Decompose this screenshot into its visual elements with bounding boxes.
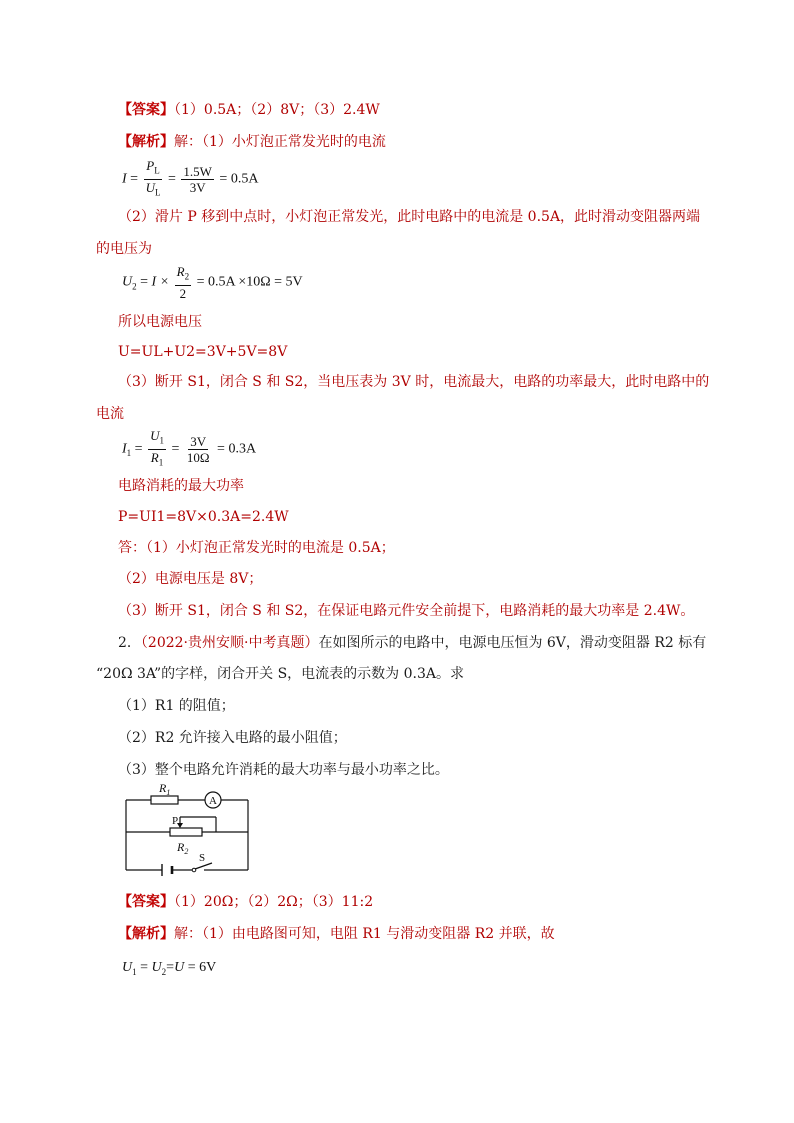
question-sub-1: （1）R1 的阻值；: [118, 698, 235, 714]
question-2-line1: [118, 634, 706, 652]
analysis-p2-line1: （2）滑片 P 移到中点时，小灯泡正常发光，此时电路中的电流是 0.5A，此时滑动变阻器两端: [118, 209, 701, 225]
analysis-2-label: 【解析】: [118, 926, 174, 942]
analysis-p3-line2: 电流: [96, 406, 124, 422]
answer-2-label: 【答案】: [118, 894, 174, 910]
svg-text:S: S: [199, 852, 206, 864]
equation-voltage-u2: $U_2 = I$ × $\frac{R_2}{2}$ = 0.5A ×10Ω = 5V: [122, 264, 303, 301]
answer-2-text: （1）20Ω；（2）2Ω；（3）11:2: [174, 894, 374, 910]
equation-parallel-voltage: $U_1 = U_2=U = 6V$: [122, 960, 217, 977]
question-number: 2．: [118, 635, 141, 651]
supply-equation: U=UL+U2=3V+5V=8V: [118, 344, 288, 360]
question-text: 在如图所示的电路中，电源电压恒为 6V，滑动变阻器 R2 标有: [318, 635, 707, 651]
question-source: （2022·贵州安顺·中考真题）: [140, 635, 319, 651]
analysis-intro: 解：（1）小灯泡正常发光时的电流: [174, 134, 386, 150]
analysis-p2-line2: 的电压为: [96, 241, 152, 257]
analysis-1-intro: [118, 133, 386, 151]
answer-text: （1）0.5A；（2）8V；（3）2.4W: [174, 102, 380, 118]
power-label: 电路消耗的最大功率: [118, 478, 244, 494]
equation-current: I = $\frac{P_L}{U_L}$ = $\frac{1.5W}{3V}$ = 0.5A: [122, 158, 259, 198]
analysis-label: 【解析】: [118, 134, 174, 150]
power-equation: P=UI1=8V×0.3A=2.4W: [118, 509, 289, 525]
svg-text:R2: $R_2$: [177, 840, 189, 856]
analysis-2-intro: [118, 925, 555, 943]
answer-1-line: [118, 101, 380, 119]
answer-summary-2: （2）电源电压是 8V；: [118, 571, 263, 587]
answer-2-line: [118, 893, 373, 911]
rheostat-r2: [170, 828, 202, 836]
question-sub-2: （2）R2 允许接入电路的最小阻值；: [118, 730, 347, 746]
circuit-diagram: [118, 780, 258, 880]
question-2-line2: “20Ω 3A”的字样，闭合开关 S，电流表的示数为 0.3A。求: [96, 666, 465, 682]
answer-summary-1: 答：（1）小灯泡正常发光时的电流是 0.5A；: [118, 540, 395, 556]
analysis-p3-line1: （3）断开 S1，闭合 S 和 S2，当电压表为 3V 时，电流最大，电路的功率最大，此时电路中的: [118, 374, 710, 390]
analysis-2-text: 解：（1）由电路图可知，电阻 R1 与滑动变阻器 R2 并联，故: [174, 926, 555, 942]
answer-summary-3: （3）断开 S1，闭合 S 和 S2，在保证电路元件安全前提下，电路消耗的最大功率是 2.4W。: [118, 603, 695, 619]
svg-text:P: P: [172, 815, 179, 827]
equation-current-i1: $I_1$ = $\frac{U_1}{R_1}$ = $\frac{3V}{10\Omega}$ = 0.3A: [122, 428, 257, 468]
svg-text:R1: $R_1$: [159, 781, 171, 797]
resistor-r1: [151, 796, 178, 804]
question-sub-3: （3）整个电路允许消耗的最大功率与最小功率之比。: [118, 762, 449, 778]
supply-label: 所以电源电压: [118, 314, 202, 330]
answer-label: 【答案】: [118, 102, 174, 118]
svg-text:A: A: [209, 795, 217, 807]
